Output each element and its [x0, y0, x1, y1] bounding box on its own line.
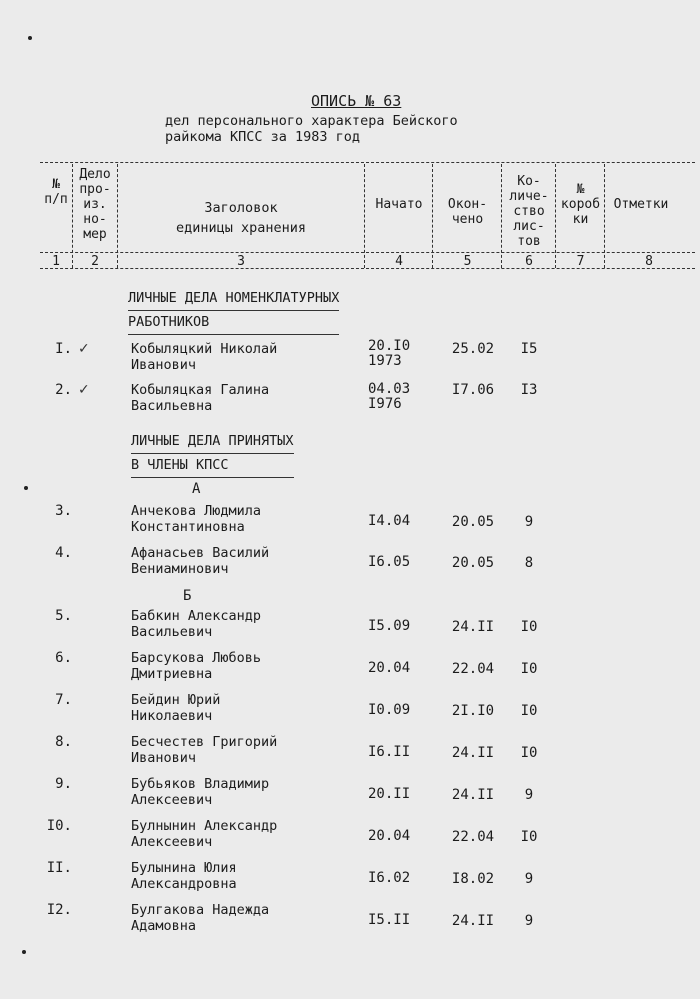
- checkmark-icon: ✓: [78, 382, 90, 398]
- row-number: II.: [46, 860, 72, 876]
- row-name: Булгакова Надежда Адамовна: [131, 902, 270, 934]
- row-number: 7.: [55, 692, 72, 708]
- scan-speck: [24, 486, 28, 490]
- row-number: 5.: [55, 608, 72, 624]
- row-number: 2.: [55, 382, 72, 398]
- row-name: Барсукова Любовь Дмитриевна: [131, 650, 262, 682]
- row-name: Кобыляцкий Николай Иванович: [131, 341, 278, 373]
- row-name: Бубьяков Владимир Алексеевич: [131, 776, 270, 808]
- row-end-date: 22.04: [451, 829, 495, 845]
- row-sheets: I3: [520, 382, 538, 398]
- table-row: [0, 692, 700, 726]
- document-subtitle-line2: райкома КПСС за 1983 год: [165, 129, 361, 145]
- header-col6: Ко- личе- ство лис- тов: [509, 174, 549, 249]
- row-end-date: 24.II: [451, 619, 495, 635]
- row-start-date: I4.04: [368, 513, 411, 529]
- col-number-2: 2: [91, 254, 99, 269]
- table-row: [0, 776, 700, 810]
- checkmark-icon: ✓: [78, 341, 90, 357]
- row-end-date: I7.06: [451, 382, 495, 398]
- header-mid-rule: [40, 252, 695, 253]
- row-end-date: 24.II: [451, 745, 495, 761]
- row-number: I0.: [46, 818, 72, 834]
- header-col3: Заголовок единицы хранения: [175, 200, 307, 236]
- row-end-date: I8.02: [451, 871, 495, 887]
- col-number-5: 5: [463, 254, 472, 269]
- row-number: 4.: [55, 545, 72, 561]
- row-sheets: 9: [524, 871, 534, 887]
- table-row: [0, 860, 700, 894]
- row-end-date: 24.II: [451, 787, 495, 803]
- row-number: 3.: [55, 503, 72, 519]
- row-start-date: 20.04: [368, 660, 411, 676]
- row-number: 8.: [55, 734, 72, 750]
- row-number: 9.: [55, 776, 72, 792]
- table-row: [0, 503, 700, 537]
- alphabet-letter-b: Б: [183, 588, 192, 604]
- col-divider: [364, 164, 365, 268]
- row-start-date: 20.I0 1973: [368, 338, 411, 369]
- row-name: Анчекова Людмила Константиновна: [131, 503, 262, 535]
- document-subtitle-line1: дел персонального характера Бейского: [165, 113, 458, 129]
- table-row: [0, 382, 700, 416]
- row-name: Бесчестев Григорий Иванович: [131, 734, 278, 766]
- header-col1: № п/п: [44, 177, 68, 207]
- table-row: [0, 818, 700, 852]
- row-end-date: 24.II: [451, 913, 495, 929]
- row-end-date: 20.05: [451, 514, 495, 530]
- col-number-3: 3: [237, 254, 245, 269]
- col-divider: [604, 164, 605, 268]
- row-sheets: 9: [524, 514, 534, 530]
- col-number-7: 7: [576, 254, 585, 269]
- col-divider: [432, 164, 433, 268]
- row-number: I2.: [46, 902, 72, 918]
- row-start-date: I6.02: [368, 870, 411, 886]
- row-sheets: 9: [524, 787, 534, 803]
- row-name: Бейдин Юрий Николаевич: [131, 692, 221, 724]
- row-sheets: I5: [520, 341, 538, 357]
- scan-speck: [22, 950, 26, 954]
- row-sheets: 9: [524, 913, 534, 929]
- col-divider: [72, 164, 73, 268]
- section-heading-nomenklatura: ЛИЧНЫЕ ДЕЛА НОМЕНКЛАТУРНЫХ РАБОТНИКОВ: [128, 287, 339, 335]
- row-start-date: I0.09: [368, 702, 411, 718]
- row-sheets: I0: [520, 829, 538, 845]
- header-col2: Дело про- из. но- мер: [79, 167, 111, 242]
- row-start-date: I5.II: [368, 912, 411, 928]
- row-name: Булнынин Александр Алексеевич: [131, 818, 278, 850]
- document-title: ОПИСЬ № 63: [311, 92, 402, 110]
- table-row: [0, 734, 700, 768]
- row-sheets: I0: [520, 745, 538, 761]
- table-row: [0, 545, 700, 579]
- col-number-6: 6: [525, 254, 533, 269]
- row-sheets: I0: [520, 619, 538, 635]
- row-end-date: 22.04: [451, 661, 495, 677]
- col-divider: [501, 164, 502, 268]
- row-end-date: 2I.I0: [451, 703, 495, 719]
- row-name: Булынина Юлия Александровна: [131, 860, 237, 892]
- alphabet-letter-a: А: [192, 481, 201, 497]
- row-start-date: I5.09: [368, 618, 411, 634]
- row-number: I.: [55, 341, 72, 357]
- header-top-rule: [40, 162, 695, 163]
- row-end-date: 20.05: [451, 555, 495, 571]
- row-sheets: I0: [520, 661, 538, 677]
- section-heading-new-members: ЛИЧНЫЕ ДЕЛА ПРИНЯТЫХ В ЧЛЕНЫ КПСС: [131, 430, 294, 478]
- table-row: [0, 650, 700, 684]
- row-sheets: 8: [524, 555, 534, 571]
- col-number-8: 8: [645, 254, 653, 269]
- col-number-1: 1: [52, 254, 60, 269]
- row-end-date: 25.02: [451, 341, 495, 357]
- col-divider: [555, 164, 556, 268]
- table-row: [0, 608, 700, 642]
- row-number: 6.: [55, 650, 72, 666]
- scan-speck: [28, 36, 32, 40]
- row-name: Афанасьев Василий Вениаминович: [131, 545, 270, 577]
- row-start-date: 04.03 I976: [368, 381, 411, 412]
- row-name: Бабкин Александр Васильевич: [131, 608, 262, 640]
- row-start-date: I6.05: [368, 554, 411, 570]
- row-sheets: I0: [520, 703, 538, 719]
- header-col7: № короб ки: [560, 182, 601, 227]
- row-start-date: I6.II: [368, 744, 411, 760]
- header-col4: Начато: [375, 197, 423, 212]
- table-row: [0, 338, 700, 375]
- col-number-4: 4: [395, 254, 403, 269]
- row-start-date: 20.04: [368, 828, 411, 844]
- row-name: Кобыляцкая Галина Васильевна: [131, 382, 270, 414]
- row-start-date: 20.II: [368, 786, 411, 802]
- table-row: [0, 902, 700, 936]
- header-col5: Окон- чено: [447, 197, 488, 227]
- header-col8: Отметки: [613, 197, 669, 212]
